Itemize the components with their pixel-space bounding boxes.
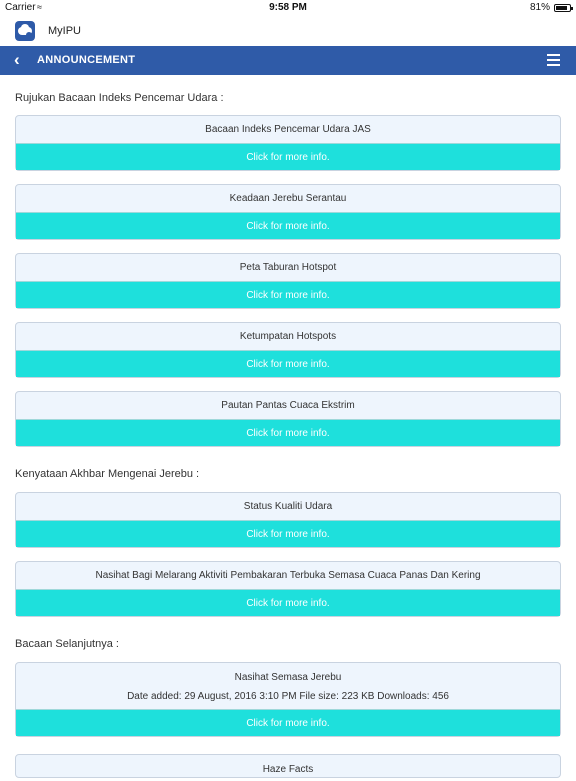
card-heading: Status Kualiti Udara (243, 501, 333, 512)
more-info-button[interactable]: Click for more info. (16, 589, 560, 616)
card-heading: Nasihat Bagi Melarang Aktiviti Pembakaran Terbuka Semasa Cuaca Panas Dan Kering (95, 570, 481, 581)
more-info-button[interactable]: Click for more info. (16, 419, 560, 446)
app-header (0, 16, 576, 46)
page-title: ANNOUNCEMENT (37, 54, 136, 66)
more-info-button[interactable]: Click for more info. (16, 520, 560, 547)
announcement-card (15, 391, 561, 447)
nav-bar (0, 46, 576, 75)
chevron-left-icon[interactable]: ‹ (14, 50, 20, 69)
battery-percent: 81% (529, 2, 550, 13)
section-title: Bacaan Selanjutnya : (15, 638, 119, 650)
card-heading: Ketumpatan Hotspots (239, 331, 337, 342)
file-meta: Date added: 29 August, 2016 3:10 PM File size: 223 KB Downloads: 456 (127, 691, 449, 702)
section-title: Kenyataan Akhbar Mengenai Jerebu : (15, 468, 200, 480)
announcement-card (15, 322, 561, 378)
announcement-card (15, 492, 561, 548)
status-bar (0, 0, 576, 16)
card-heading: Pautan Pantas Cuaca Ekstrim (221, 400, 355, 411)
carrier-label: Carrier (5, 2, 36, 13)
more-info-button[interactable]: Click for more info. (16, 212, 560, 239)
announcement-card (15, 253, 561, 309)
announcement-list (0, 75, 576, 775)
more-info-button[interactable]: Click for more info. (16, 281, 560, 308)
card-heading: Bacaan Indeks Pencemar Udara JAS (205, 124, 371, 135)
download-card (15, 662, 561, 737)
more-info-button[interactable]: Click for more info. (16, 709, 560, 736)
hamburger-menu-icon[interactable] (547, 54, 560, 66)
wifi-icon: ≈ (37, 2, 42, 12)
more-info-button[interactable]: Click for more info. (16, 143, 560, 170)
app-name: MyIPU (48, 25, 81, 37)
battery-icon (554, 4, 571, 12)
announcement-card (15, 115, 561, 171)
card-heading: Haze Facts (262, 764, 314, 775)
download-card (15, 754, 561, 778)
clock: 9:58 PM (269, 2, 307, 13)
more-info-button[interactable]: Click for more info. (16, 350, 560, 377)
announcement-card (15, 561, 561, 617)
section-title: Rujukan Bacaan Indeks Pencemar Udara : (15, 92, 224, 104)
card-heading: Keadaan Jerebu Serantau (229, 193, 347, 204)
card-heading: Peta Taburan Hotspot (239, 262, 337, 273)
app-logo-icon (15, 21, 35, 41)
announcement-card (15, 184, 561, 240)
card-heading: Nasihat Semasa Jerebu (234, 672, 342, 683)
